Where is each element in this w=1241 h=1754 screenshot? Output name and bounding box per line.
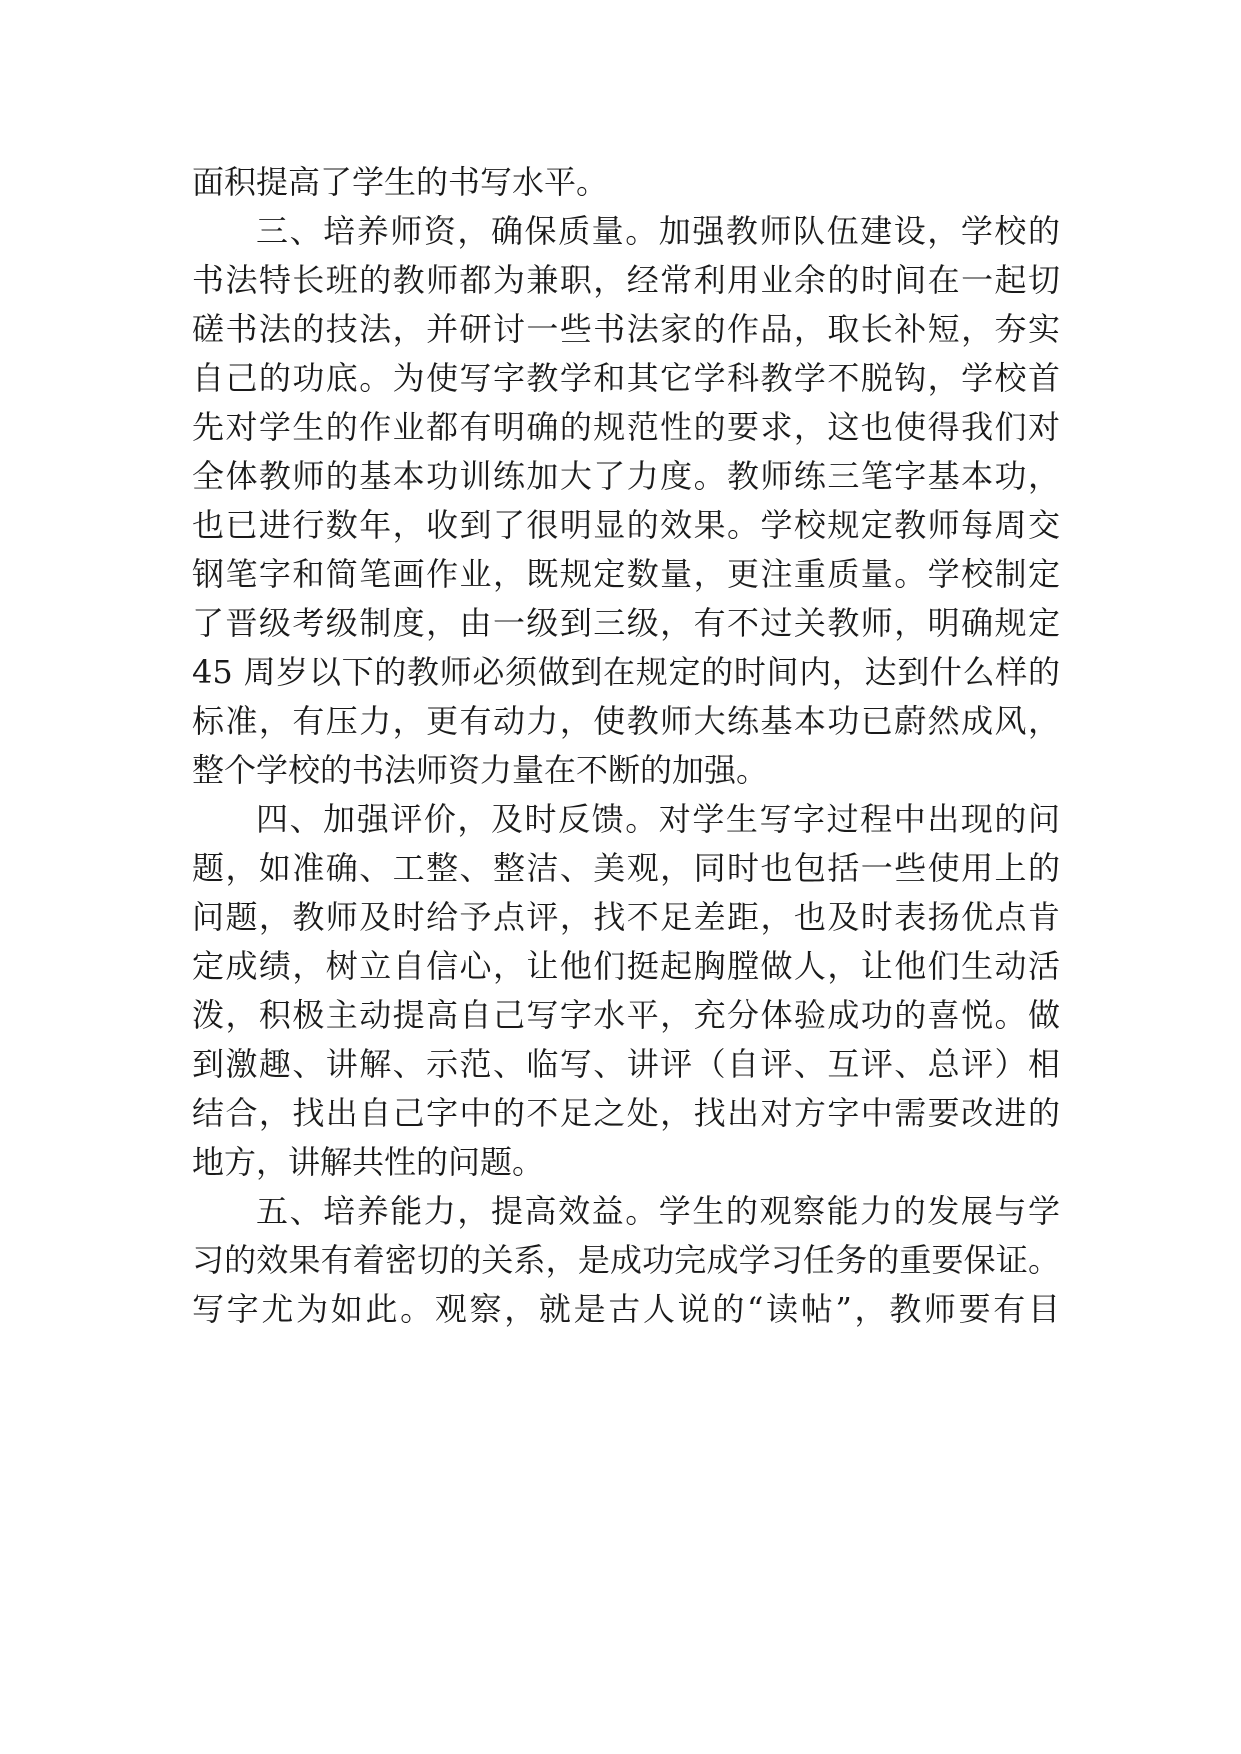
- document-body: [192, 158, 1060, 1334]
- paragraph-four-evaluation-feedback: [192, 795, 1060, 1187]
- text-line: 标准，有压力，更有动力，使教师大练基本功已蔚然成风，: [192, 702, 1060, 740]
- text-line: 题，如准确、工整、整洁、美观，同时也包括一些使用上的: [192, 849, 1060, 887]
- text-line: 问题，教师及时给予点评，找不足差距，也及时表扬优点肯: [192, 898, 1060, 936]
- paragraph-three-teacher-training: [192, 207, 1060, 795]
- text-line: 四、加强评价，及时反馈。对学生写字过程中出现的问: [256, 800, 1060, 838]
- text-line: 书法特长班的教师都为兼职，经常利用业余的时间在一起切: [192, 261, 1060, 299]
- paragraph-continuation: [192, 158, 1060, 207]
- text-line: 先对学生的作业都有明确的规范性的要求，这也使得我们对: [192, 408, 1060, 446]
- text-line: 磋书法的技法，并研讨一些书法家的作品，取长补短，夯实: [192, 310, 1060, 348]
- text-line: 了晋级考级制度，由一级到三级，有不过关教师，明确规定: [192, 604, 1060, 642]
- text-line: 钢笔字和简笔画作业，既规定数量，更注重质量。学校制定: [192, 555, 1060, 593]
- text-line: 到激趣、讲解、示范、临写、讲评（自评、互评、总评）相: [192, 1045, 1060, 1083]
- text-line: 定成绩，树立自信心，让他们挺起胸膛做人，让他们生动活: [192, 947, 1060, 985]
- text-line: 五、培养能力，提高效益。学生的观察能力的发展与学: [256, 1192, 1060, 1230]
- text-line: 地方，讲解共性的问题。: [192, 1143, 545, 1181]
- text-line: 也已进行数年，收到了很明显的效果。学校规定教师每周交: [192, 506, 1060, 544]
- text-line: 面积提高了学生的书写水平。: [192, 163, 609, 201]
- text-line: 写字尤为如此。观察，就是古人说的“读帖”，教师要有目: [192, 1290, 1060, 1328]
- text-line: 全体教师的基本功训练加大了力度。教师练三笔字基本功，: [192, 457, 1060, 495]
- text-line: 泼，积极主动提高自己写字水平，充分体验成功的喜悦。做: [192, 996, 1060, 1034]
- text-line: 习的效果有着密切的关系，是成功完成学习任务的重要保证。: [192, 1241, 1060, 1279]
- text-line: 自己的功底。为使写字教学和其它学科教学不脱钩，学校首: [192, 359, 1060, 397]
- text-line: 45 周岁以下的教师必须做到在规定的时间内，达到什么样的: [192, 653, 1060, 691]
- text-line: 三、培养师资，确保质量。加强教师队伍建设，学校的: [256, 212, 1060, 250]
- text-line: 整个学校的书法师资力量在不断的加强。: [192, 751, 769, 789]
- text-line: 结合，找出自己字中的不足之处，找出对方字中需要改进的: [192, 1094, 1060, 1132]
- paragraph-five-ability-training: [192, 1187, 1060, 1334]
